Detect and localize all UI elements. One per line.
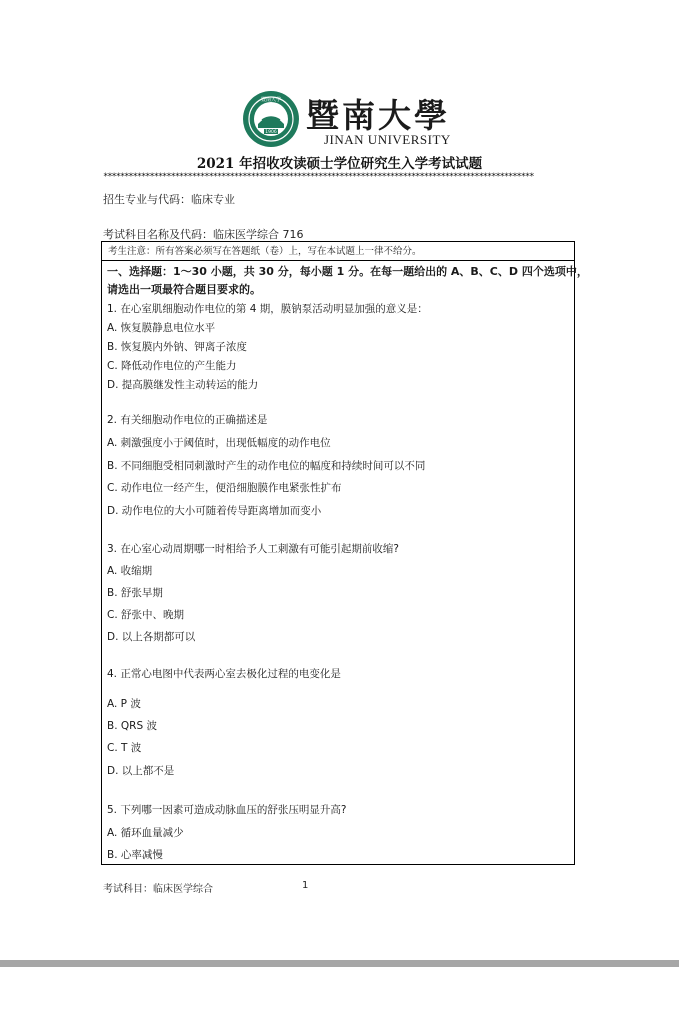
exam-title: 2021 年招收攻读硕士学位研究生入学考试试题 xyxy=(196,156,483,172)
section-heading: 一、选择题：1～30 小题，共 30 分，每小题 1 分。在每一题给出的 A、B、C、D 四个选项中， xyxy=(107,265,588,278)
page-number: 1 xyxy=(302,880,309,891)
question-text: 2. 有关细胞动作电位的正确描述是 xyxy=(107,414,268,426)
option-text: B. 不同细胞受相同刺激时产生的动作电位的幅度和持续时间可以不同 xyxy=(107,460,426,472)
candidate-notice: 考生注意：所有答案必须写在答题纸（卷）上，写在本试题上一律不给分。 xyxy=(102,242,574,261)
star-divider: ****************************************************************************************************** xyxy=(103,172,534,182)
option-text: B. QRS 波 xyxy=(107,720,157,732)
option-text: B. 恢复膜内外钠、钾离子浓度 xyxy=(107,341,247,353)
question-text: 1. 在心室肌细胞动作电位的第 4 期，膜钠泵活动明显加强的意义是： xyxy=(107,303,428,315)
option-text: D. 提高膜继发性主动转运的能力 xyxy=(107,379,259,391)
logo-chinese-name: 暨南大學 xyxy=(306,96,450,135)
viewer-scrollbar-track[interactable] xyxy=(0,960,679,967)
question-text: 4. 正常心电图中代表两心室去极化过程的电变化是 xyxy=(107,668,341,680)
university-seal-icon xyxy=(242,90,300,148)
page-footer xyxy=(103,880,309,895)
option-text: A. 恢复膜静息电位水平 xyxy=(107,322,216,334)
university-logo xyxy=(242,90,451,150)
question-text: 3. 在心室心动周期哪一时相给予人工刺激有可能引起期前收缩? xyxy=(107,543,399,555)
question-box xyxy=(101,241,588,865)
option-text: A. 收缩期 xyxy=(107,565,153,577)
option-text: C. 舒张中、晚期 xyxy=(107,609,185,621)
option-text: C. T 波 xyxy=(107,742,142,754)
major-code: 招生专业与代码：临床专业 xyxy=(103,193,235,206)
viewer-background xyxy=(0,960,679,1017)
question-text: 5. 下列哪一因素可造成动脉血压的舒张压明显升高? xyxy=(107,804,347,816)
seal-year: 1906 xyxy=(265,130,277,135)
option-text: D. 以上各期都可以 xyxy=(107,631,196,643)
option-text: C. 动作电位一经产生，便沿细胞膜作电紧张性扩布 xyxy=(107,482,342,494)
option-text: A. 刺激强度小于阈值时，出现低幅度的动作电位 xyxy=(107,437,331,449)
seal-motto: 暨南大学 xyxy=(260,97,282,103)
option-text: B. 心率减慢 xyxy=(107,849,163,861)
footer-subject: 考试科目：临床医学综合 xyxy=(103,884,213,895)
option-text: A. P 波 xyxy=(107,698,141,710)
option-text: A. 循环血量减少 xyxy=(107,827,184,839)
option-text: C. 降低动作电位的产生能力 xyxy=(107,360,237,372)
option-text: D. 以上都不是 xyxy=(107,765,175,777)
option-text: D. 动作电位的大小可随着传导距离增加而变小 xyxy=(107,505,322,517)
section-heading-cont: 请选出一项最符合题目要求的。 xyxy=(107,283,261,296)
option-text: B. 舒张早期 xyxy=(107,587,163,599)
subject-code: 考试科目名称及代码：临床医学综合 716 xyxy=(103,228,304,241)
logo-english-name: JINAN UNIVERSITY xyxy=(324,132,451,147)
